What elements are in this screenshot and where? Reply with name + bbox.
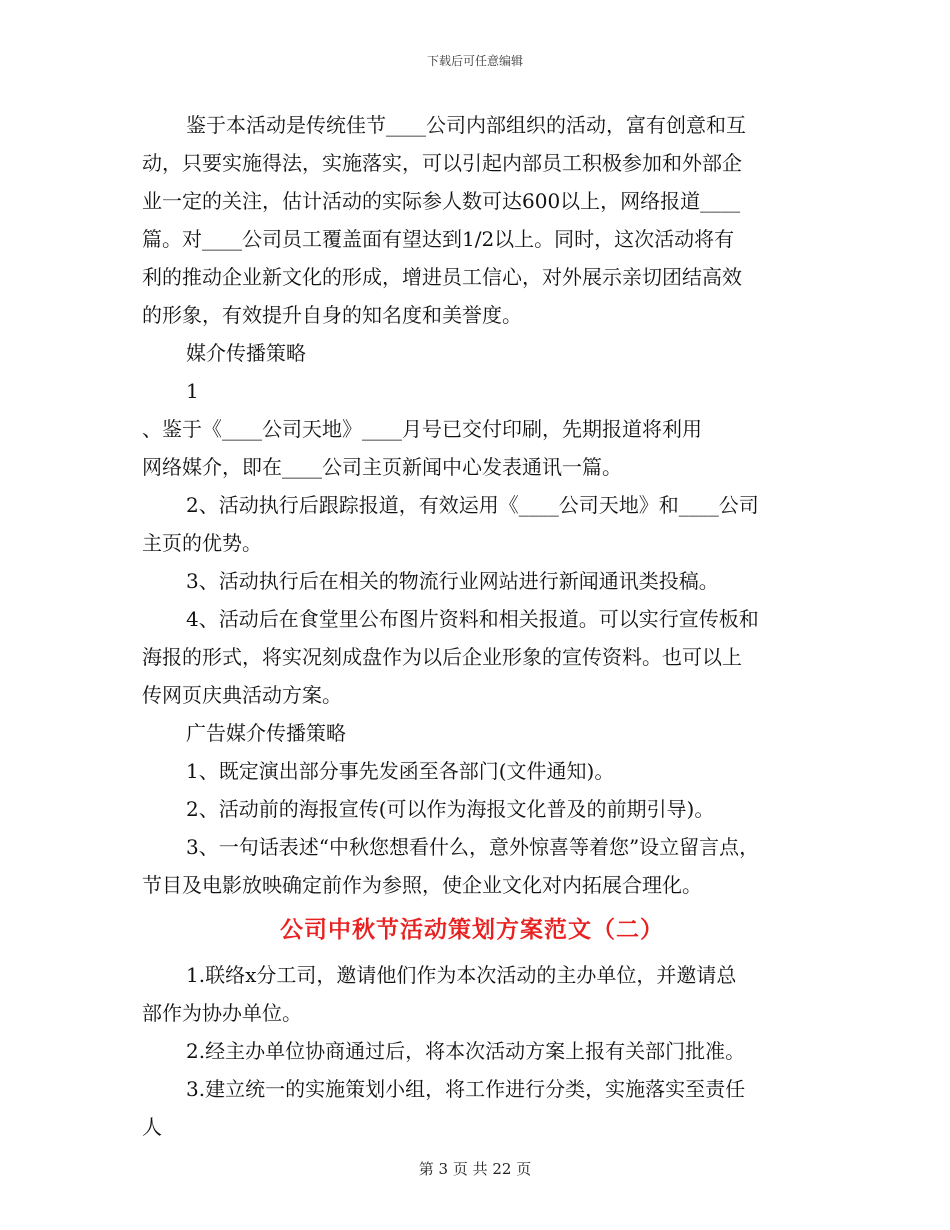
paragraph-line: 1.联络x分工司，邀请他们作为本次活动的主办单位，并邀请总 <box>186 963 737 987</box>
paragraph-line: 主页的优势。 <box>142 531 262 555</box>
paragraph-line: 利的推动企业新文化的形成，增进员工信心，对外展示亲切团结高效 <box>142 265 742 289</box>
paragraph-line: 鉴于本活动是传统佳节____公司内部组织的活动，富有创意和互 <box>186 113 746 137</box>
paragraph-line: 3、一句话表述“中秋您想看什么，意外惊喜等着您”设立留言点， <box>186 835 760 859</box>
paragraph-line: 动，只要实施得法，实施落实，可以引起内部员工积极参加和外部企 <box>142 151 742 175</box>
paragraph-line: 、鉴于《____公司天地》____月号已交付印刷，先期报道将利用 <box>142 417 702 441</box>
document-body <box>142 106 802 1146</box>
paragraph-line: 业一定的关注，估计活动的实际参人数可达600以上，网络报道____ <box>142 189 741 213</box>
paragraph-line: 网络媒介，即在____公司主页新闻中心发表通讯一篇。 <box>142 455 622 479</box>
paragraph-line: 1、既定演出部分事先发函至各部门(文件通知)。 <box>186 759 615 783</box>
paragraph-line: 人 <box>142 1115 162 1139</box>
paragraph-line: 2.经主办单位协商通过后，将本次活动方案上报有关部门批准。 <box>186 1039 746 1063</box>
paragraph-line: 的形象，有效提升自身的知名度和美誉度。 <box>142 303 522 327</box>
ad-strategy-title: 广告媒介传播策略 <box>186 721 346 745</box>
paragraph-line: 2、活动执行后跟踪报道，有效运用《____公司天地》和____公司 <box>186 493 759 517</box>
page-header: 下载后可任意编辑 <box>426 54 523 68</box>
paragraph-line: 海报的形式，将实况刻成盘作为以后企业形象的宣传资料。也可以上 <box>142 645 742 669</box>
media-strategy-title: 媒介传播策略 <box>186 341 306 365</box>
paragraph-line: 节目及电影放映确定前作为参照，使企业文化对内拓展合理化。 <box>142 873 702 897</box>
list-number: 1 <box>186 379 199 403</box>
paragraph-line: 部作为协办单位。 <box>142 1001 302 1025</box>
paragraph-line: 4、活动后在食堂里公布图片资料和相关报道。可以实行宣传板和 <box>186 607 759 631</box>
paragraph-line: 3、活动执行后在相关的物流行业网站进行新闻通讯类投稿。 <box>186 569 719 593</box>
paragraph-line: 传网页庆典活动方案。 <box>142 683 342 707</box>
section-heading: 公司中秋节活动策划方案范文（二） <box>280 916 664 943</box>
page-number-footer: 第 3 页 共 22 页 <box>418 1160 532 1178</box>
paragraph-line: 篇。对____公司员工覆盖面有望达到1/2以上。同时，这次活动将有 <box>142 227 735 251</box>
paragraph-line: 3.建立统一的实施策划小组，将工作进行分类，实施落实至责任 <box>186 1077 746 1101</box>
paragraph-line: 2、活动前的海报宣传(可以作为海报文化普及的前期引导)。 <box>186 797 715 821</box>
